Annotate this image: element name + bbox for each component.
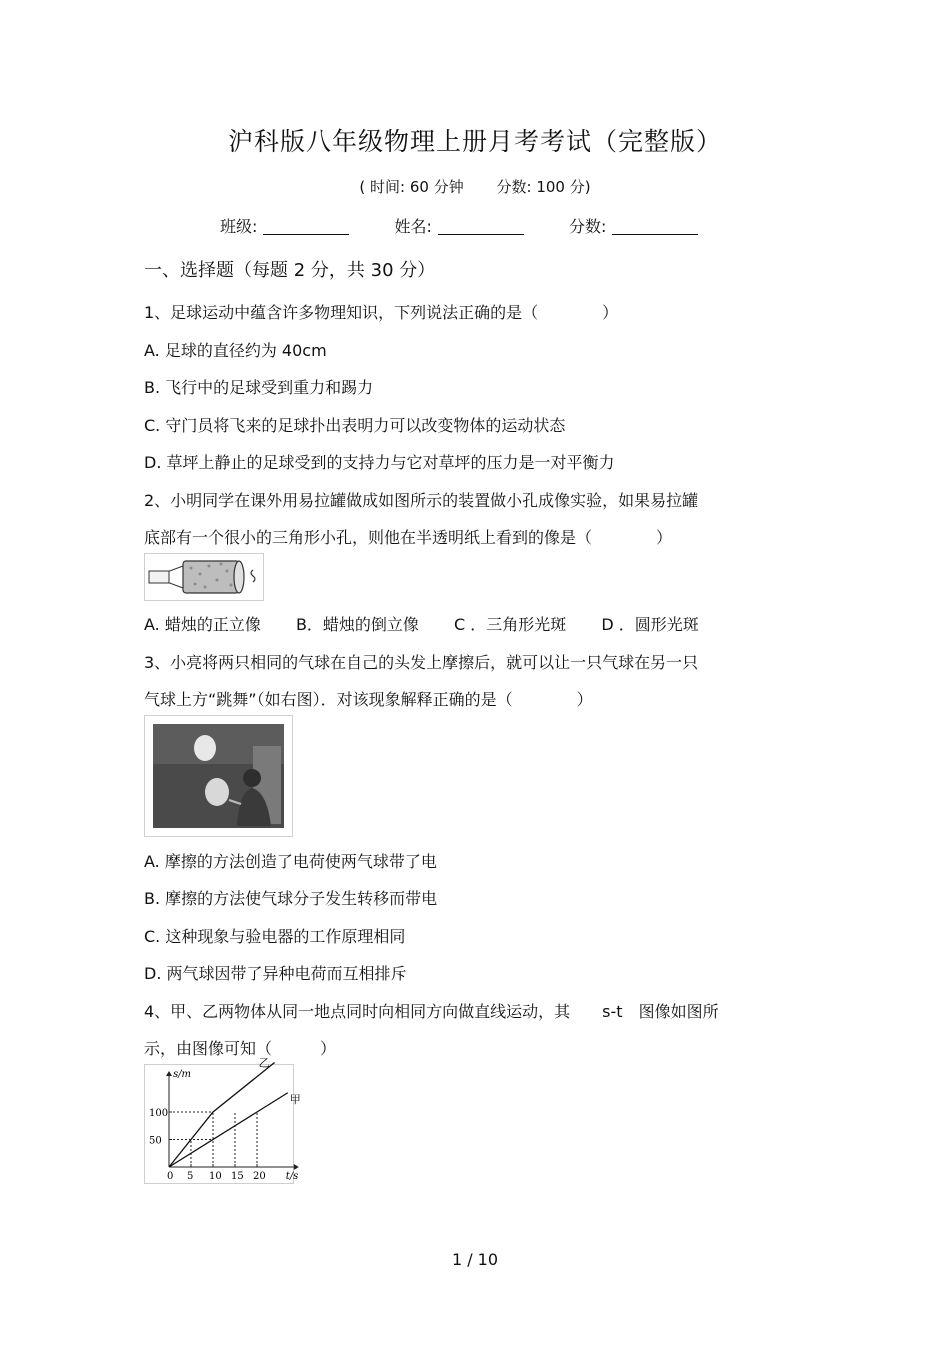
st-chart (145, 1056, 301, 1183)
q2-option-c: C ．三角形光斑 (454, 615, 567, 634)
y-tick-label: 50 (149, 1135, 162, 1147)
q3-option-a: A. 摩擦的方法创造了电荷使两气球带了电 (144, 852, 437, 871)
q3-stem-line1: 3、小亮将两只相同的气球在自己的头发上摩擦后，就可以让一只气球在另一只 (144, 653, 699, 672)
series-line-2 (169, 1093, 288, 1167)
class-label: 班级: (220, 217, 258, 236)
score-info: 分数: 100 分) (496, 178, 591, 196)
x-tick-label: 20 (253, 1171, 266, 1182)
series-label: 乙 (258, 1056, 270, 1070)
name-field (395, 214, 524, 237)
x-tick-label: 5 (187, 1171, 194, 1182)
q3-option-d: D. 两气球因带了异种电荷而互相排斥 (144, 964, 407, 983)
x-axis-label: t/s (285, 1171, 299, 1182)
q1-option-d: D. 草坪上静止的足球受到的支持力与它对草坪的压力是一对平衡力 (144, 453, 615, 472)
q1-stem: 1、足球运动中蕴含许多物理知识，下列说法正确的是（ ） (144, 303, 619, 322)
name-label: 姓名: (394, 217, 432, 236)
name-blank[interactable] (438, 218, 524, 235)
page-number: 1 / 10 (451, 1250, 499, 1269)
x-axis-arrow (294, 1164, 299, 1170)
y-axis-arrow (166, 1071, 172, 1076)
student-fields (220, 214, 738, 237)
q1-option-c: C. 守门员将飞来的足球扑出表明力可以改变物体的运动状态 (144, 416, 566, 435)
balloon-photo (144, 715, 293, 837)
q1-option-b: B. 飞行中的足球受到重力和踢力 (144, 378, 374, 397)
q2-stem-line1: 2、小明同学在课外用易拉罐做成如图所示的装置做小孔成像实验，如果易拉罐 (144, 491, 699, 510)
class-field (220, 214, 349, 237)
st-graph-figure (144, 1056, 301, 1184)
class-blank[interactable] (263, 218, 349, 235)
q4-stem-line1: 4、甲、乙两物体从同一地点同时向相同方向做直线运动，其 s-t 图像如图所 (144, 1002, 719, 1021)
y-axis-label: s/m (173, 1069, 191, 1080)
section-heading: 一、选择题（每题 2 分，共 30 分） (144, 260, 436, 281)
q3-option-c: C. 这种现象与验电器的工作原理相同 (144, 927, 406, 946)
q2-option-b: B．蜡烛的倒立像 (295, 615, 419, 634)
score-blank[interactable] (612, 218, 698, 235)
score-label: 分数: (569, 217, 607, 236)
can-pinhole-figure (144, 553, 264, 601)
q2-stem-line2: 底部有一个很小的三角形小孔，则他在半透明纸上看到的像是（ ） (144, 528, 673, 547)
q1-option-a: A. 足球的直径约为 40cm (144, 341, 327, 360)
q2-options (144, 612, 729, 635)
exam-meta (0, 176, 950, 197)
y-tick-label: 100 (149, 1108, 169, 1119)
q2-option-a: A. 蜡烛的正立像 (144, 615, 261, 634)
q3-stem-line2: 气球上方“跳舞”（如右图）．对该现象解释正确的是（ ） (144, 690, 593, 709)
x-tick-label: 0 (167, 1171, 174, 1182)
q4-stem-line2: 示，由图像可知（ ） (144, 1039, 337, 1058)
page-title: 沪科版八年级物理上册月考考试（完整版） (227, 127, 722, 156)
score-field (569, 214, 698, 237)
q2-option-d: D ．圆形光斑 (601, 615, 699, 634)
x-tick-label: 10 (209, 1171, 222, 1182)
x-tick-label: 15 (231, 1171, 244, 1182)
time-info: ( 时间: 60 分钟 (359, 178, 464, 196)
q3-option-b: B. 摩擦的方法使气球分子发生转移而带电 (144, 889, 438, 908)
series-label: 甲 (289, 1092, 301, 1106)
